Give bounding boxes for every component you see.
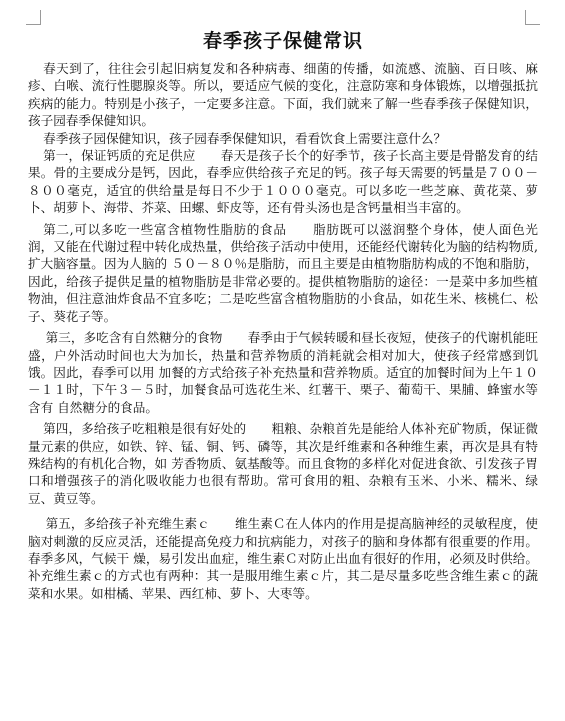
paragraph-vitamin-c: 第五，多给孩子补充维生素ｃ 维生素Ｃ在人体内的作用是提高脑神经的灵敏程度，使脑对刺激的反应灵活，还能提高免疫力和抗病能力，对孩子的脑和身体都有很重要的作用。春季多风，气候干 燥，易引发出血症，维生素Ｃ对防止出血有很好的作用，必须及时供给。补充维生素ｃ的方式也有两种：其一是服用维生素ｃ片，其二是尽量多吃些含维生素ｃ的蔬 菜和水果。如柑橘、苹果、西红柿、萝卜、大枣等。 [28,516,538,601]
paragraph-calcium: 第一，保证钙质的充足供应 春天是孩子长个的好季节，孩子长高主要是骨骼发育的结果。骨的主要成分是钙，因此，春季应供给孩子充足的钙。孩子每天需要的钙量是７００－８００毫克，适宜的供给量是每日不少于１０００毫克。可以多吃一些芝麻、黄花菜、萝卜、胡萝卜、海带、芥菜、田螺、虾皮等，还有骨头汤也是含钙量相当丰富的。 [28,148,538,216]
paragraph-plant-fat: 第二,可以多吃一些富含植物性脂肪的食品 脂肪既可以滋润整个身体，使人面色光润，又能在代谢过程中转化成热量，供给孩子活动中使用，还能经代谢转化为脑的结构物质,扩大脑容量。因为人脑的 ５０－８０％是脂肪，而且主要是由植物脂肪构成的不饱和脂肪，因此，给孩子提供足量的植物脂肪是非常必要的。提供植物脂肪的途径：一是菜中多加些植物油，但注意油炸食品不宜多吃；二是吃些富含植物脂肪的小食品，如花生米、核桃仁、松子、葵花子等。 [28,221,538,324]
document-page [28,28,538,602]
paragraph-natural-sugar: 第三，多吃含有自然糖分的食物 春季由于气候转暖和昼长夜短，使孩子的代谢机能旺盛，户外活动时间也大为加长，热量和营养物质的消耗就会相对加大，使孩子经常感到饥饿。因此，春季可以用 加餐的方式给孩子补充热量和营养物质。适宜的加餐时间为上午１０－１１时，下午３－５时，加餐食品可选花生米、红薯干、栗子、葡萄干、果脯、蜂蜜水等含有 自然糖分的食品。 [28,330,538,415]
document-title: 春季孩子保健常识 [202,30,363,52]
paragraph-coarse-grains: 第四，多给孩子吃粗粮是很有好处的 粗粮、杂粮首先是能给人体补充矿物质，保证微量元素的供应，如铁、锌、锰、铜、钙、磷等，其次是纤维素和各种维生素，再次是具有特殊结构的有机化合物，如 芳香物质、氨基酸等。而且食物的多样化对促进食欲、引发孩子胃口和增强孩子的消化吸收能力也很有帮助。常可食用的粗、杂粮有玉米、小米、糯米、绿豆、黄豆等。 [28,421,538,506]
paragraph-diet-question: 春季孩子园保健知识，孩子园春季保健知识，看看饮食上需要注意什么？ [43,130,447,146]
crop-mark-top-right [525,10,540,25]
crop-mark-top-left [26,10,41,25]
paragraph-intro: 春天到了，往往会引起旧病复发和各种病毒、细菌的传播，如流感、流脑、百日咳、麻疹、白喉、流行性腮腺炎等。所以，要适应气候的变化，注意防寒和身体锻炼，以增强抵抗疾病的能力。特别是小孩子，一定要多注意。下面，我们就来了解一些春季孩子保健知识，孩子园春季保健知识。 [28,61,538,129]
